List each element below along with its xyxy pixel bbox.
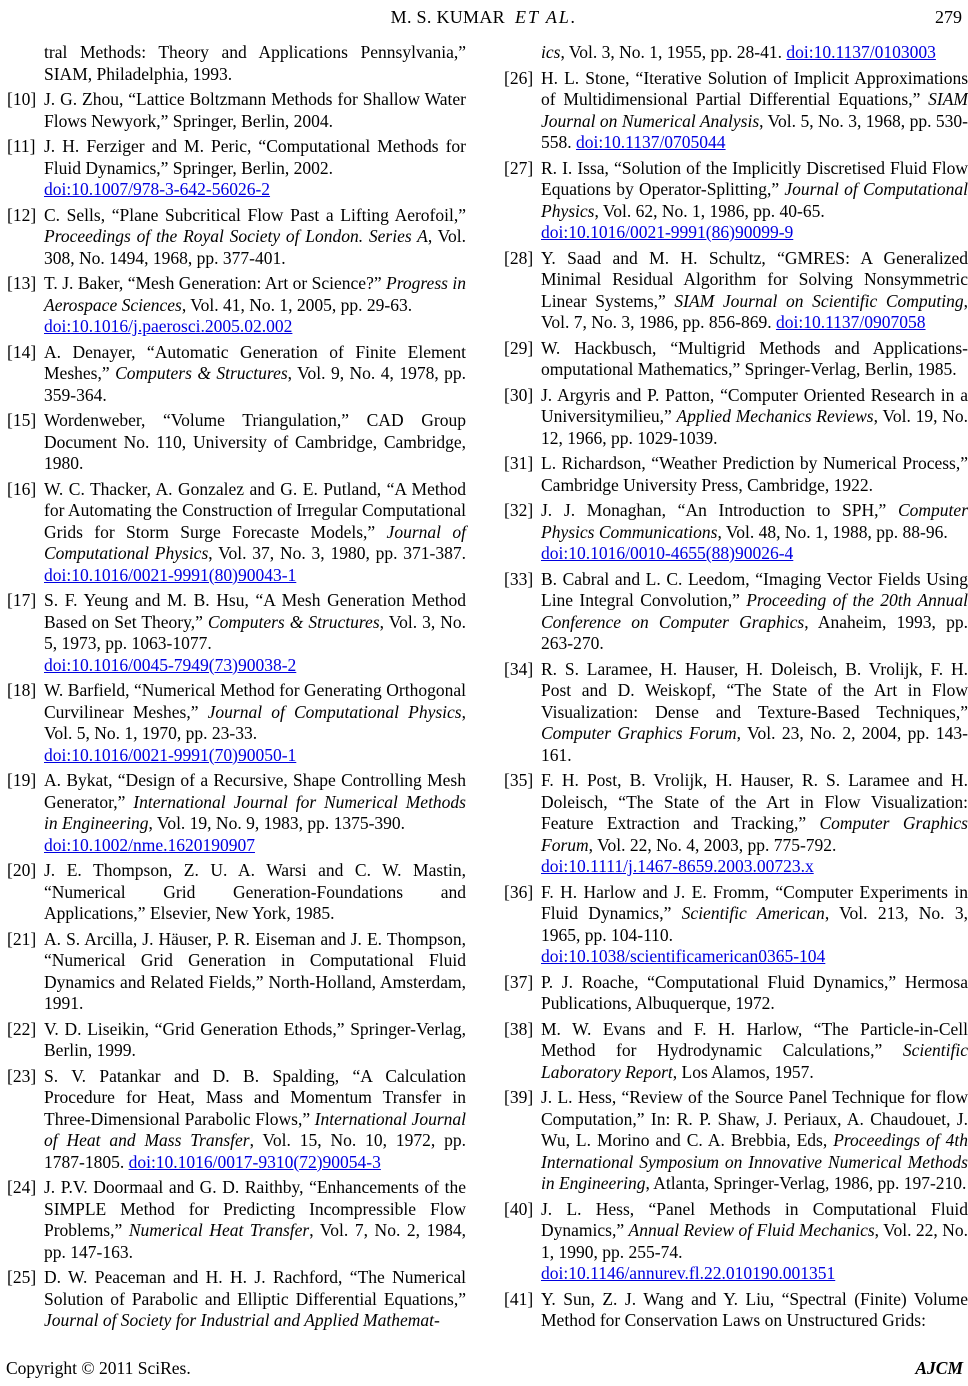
reference-item bbox=[7, 342, 466, 407]
doi-link[interactable]: doi:10.1038/scientificamerican0365-104 bbox=[541, 946, 826, 966]
reference-text: , Vol. 308, No. 1494, 1968, pp. 377-401. bbox=[44, 226, 466, 268]
reference-text: A. S. Arcilla, J. Häuser, P. R. Eiseman and J. E. Thompson, “Numerical Grid Generation in Computational Fluid Dynamics and Related Fields,” North-Holland, Amsterdam, 1991. bbox=[44, 928, 466, 1013]
reference-text: , Vol. 5, No. 1, 1970, pp. 23-33. bbox=[44, 701, 466, 743]
reference-item bbox=[7, 479, 466, 587]
doi-link[interactable]: doi:10.1137/0705044 bbox=[576, 132, 726, 152]
reference-item bbox=[504, 248, 968, 334]
reference-number: [27] bbox=[504, 157, 534, 178]
running-title bbox=[0, 6, 968, 28]
reference-item bbox=[7, 929, 466, 1015]
reference-item bbox=[7, 205, 466, 270]
reference-text: D. W. Peaceman and H. H. J. Rachford, “The Numerical Solution of Parabolic and Elliptic Differential Equations,” bbox=[44, 1267, 466, 1309]
reference-continuation bbox=[7, 42, 466, 85]
reference-number: [39] bbox=[504, 1087, 534, 1107]
reference-text: A. Bykat, “Design of a Recursive, Shape Controlling Mesh Generator,” bbox=[44, 770, 466, 812]
reference-continuation bbox=[504, 42, 968, 64]
reference-item bbox=[504, 972, 968, 1015]
reference-text: , Vol. 15, No. 10, 1972, pp. 1787-1805. bbox=[44, 1130, 467, 1172]
journal-title: Computers & Structures bbox=[115, 363, 288, 383]
reference-text: , Vol. 22, No. 1, 1990, pp. 255-74. bbox=[541, 1220, 968, 1262]
doi-link[interactable]: doi:10.1137/0103003 bbox=[786, 42, 936, 62]
reference-item bbox=[7, 136, 466, 201]
doi-link[interactable]: doi:10.1007/978-3-642-56026-2 bbox=[44, 179, 271, 199]
reference-text: J. L. Hess, “Panel Methods in Computational Fluid Dynamics,” bbox=[541, 1198, 968, 1240]
reference-text: J. H. Ferziger and M. Peric, “Computational Methods for Fluid Dynamics,” Springer, Berlin, 2002. bbox=[44, 136, 466, 178]
doi-link[interactable]: doi:10.1146/annurev.fl.22.010190.001351 bbox=[541, 1263, 836, 1283]
reference-text: W. Hackbusch, “Multigrid Methods and Applications-omputational Mathematics,” Springer-Verlag, Berlin, 1985. bbox=[541, 337, 968, 379]
doi-link[interactable]: doi:10.1016/j.paerosci.2005.02.002 bbox=[44, 316, 293, 336]
journal-title: Proceedings of the Royal Society of London. Series A bbox=[44, 226, 428, 246]
reference-text: , Vol. 23, No. 2, 2004, pp. 143-161. bbox=[541, 723, 968, 765]
reference-number: [36] bbox=[504, 881, 534, 902]
reference-item bbox=[504, 770, 968, 878]
reference-text: J. P.V. Doormaal and G. D. Raithby, “Enhancements of the SIMPLE Method for Predicting Incompressible Flow Problems,” bbox=[44, 1177, 466, 1240]
page-footer bbox=[0, 1358, 968, 1380]
reference-text: B. Cabral and L. C. Leedom, “Imaging Vector Fields Using Line Integral Convolution,” bbox=[541, 568, 968, 610]
reference-text: , Vol. 48, No. 1, 1988, pp. 88-96. bbox=[717, 521, 948, 542]
reference-text: J. J. Monaghan, “An Introduction to SPH,” bbox=[541, 500, 898, 520]
reference-text: W. C. Thacker, A. Gonzalez and G. E. Putland, “A Method for Automating the Construction of Irregular Computational Grids for Storm Surge Forecaste Models,” bbox=[44, 478, 466, 542]
journal-title: Numerical Heat Transfer bbox=[128, 1220, 310, 1240]
reference-number: [28] bbox=[504, 247, 534, 268]
journal-abbreviation: AJCM bbox=[915, 1358, 963, 1378]
reference-item bbox=[7, 770, 466, 856]
reference-text: , Vol. 7, No. 3, 1986, pp. 856-869. bbox=[541, 290, 968, 332]
reference-number: [30] bbox=[504, 384, 534, 405]
reference-number: [32] bbox=[504, 500, 534, 520]
reference-text: A. Denayer, “Automatic Generation of Finite Element Meshes,” bbox=[44, 341, 466, 383]
reference-item bbox=[504, 659, 968, 767]
reference-text: V. D. Liseikin, “Grid Generation Ethods,” Springer-Verlag, Berlin, 1999. bbox=[44, 1018, 466, 1060]
reference-text: , Vol. 19, No. 12, 1966, pp. 1029-1039. bbox=[541, 406, 968, 448]
journal-title: ics bbox=[541, 42, 561, 62]
reference-number: [38] bbox=[504, 1018, 534, 1039]
reference-number: [15] bbox=[7, 410, 37, 430]
reference-number: [11] bbox=[7, 136, 36, 156]
reference-text: , Vol. 3, No. 5, 1973, pp. 1063-1077. bbox=[44, 611, 466, 653]
journal-title: Computer Graphics Forum bbox=[541, 723, 737, 743]
reference-item bbox=[504, 385, 968, 450]
journal-title: Journal of Computational Physics bbox=[44, 521, 466, 563]
reference-item bbox=[7, 590, 466, 676]
reference-text: , Vol. 9, No. 4, 1978, pp. 359-364. bbox=[44, 363, 467, 405]
reference-item bbox=[7, 410, 466, 475]
reference-text: , Vol. 3, No. 1, 1955, pp. 28-41. bbox=[560, 42, 787, 62]
doi-link[interactable]: doi:10.1016/0045-7949(73)90038-2 bbox=[44, 654, 297, 675]
reference-item bbox=[7, 680, 466, 766]
journal-title: Applied Mechanics Reviews bbox=[676, 406, 874, 426]
reference-text: C. Sells, “Plane Subcritical Flow Past a Lifting Aerofoil,” bbox=[44, 204, 466, 225]
doi-link[interactable]: doi:10.1002/nme.1620190907 bbox=[44, 834, 255, 855]
journal-title: Proceeding of the 20th Annual Conference on Computer Graphics bbox=[541, 590, 968, 632]
reference-text: Y. Saad and M. H. Schultz, “GMRES: A Generalized Minimal Residual Algorithm for Solving Nonsymmetric Linear Systems,” bbox=[541, 247, 968, 311]
reference-text: , Vol. 22, No. 4, 2003, pp. 775-792. bbox=[588, 834, 837, 855]
reference-text: , Vol. 41, No. 1, 2005, pp. 29-63. bbox=[181, 294, 413, 315]
journal-title: Annual Review of Fluid Mechanics bbox=[628, 1220, 875, 1240]
reference-item bbox=[504, 68, 968, 154]
reference-text: F. H. Harlow and J. E. Fromm, “Computer Experiments in Fluid Dynamics,” bbox=[541, 881, 968, 923]
reference-item bbox=[7, 1177, 466, 1263]
reference-text: L. Richardson, “Weather Prediction by Numerical Process,” Cambridge University Press, Cambridge, 1922. bbox=[541, 453, 968, 495]
reference-text: W. Barfield, “Numerical Method for Generating Orthogonal Curvilinear Meshes,” bbox=[44, 680, 466, 722]
reference-item bbox=[7, 1019, 466, 1062]
reference-text: J. E. Thompson, Z. U. A. Warsi and C. W. Mastin, “Numerical Grid Generation-Foundations and Applications,” Elsevier, New York, 1985. bbox=[44, 860, 466, 923]
reference-text: R. I. Issa, “Solution of the Implicitly Discretised Fluid Flow Equations by Operator-Splitting,” bbox=[541, 157, 968, 199]
reference-text: R. S. Laramee, H. Hauser, H. Doleisch, B. Vrolijk, F. H. Post and D. Weiskopf, “The State of the Art in Flow Visualization: Dense and Texture-Based Techniques,” bbox=[541, 658, 968, 722]
reference-item bbox=[504, 1019, 968, 1084]
reference-text: , Vol. 62, No. 1, 1986, pp. 40-65. bbox=[594, 200, 825, 221]
references-column-right bbox=[504, 42, 968, 1336]
reference-number: [35] bbox=[504, 770, 534, 790]
reference-number: [12] bbox=[7, 204, 37, 225]
reference-number: [10] bbox=[7, 89, 37, 109]
reference-text: J. Argyris and P. Patton, “Computer Oriented Research in a Universitymilieu,” bbox=[541, 384, 968, 426]
journal-title: International Journal for Numerical Methods in Engineering bbox=[44, 791, 466, 833]
doi-link[interactable]: doi:10.1016/0021-9991(70)90050-1 bbox=[44, 744, 297, 765]
reference-item bbox=[504, 1087, 968, 1195]
journal-title: Computer Graphics Forum bbox=[541, 813, 968, 855]
doi-link[interactable]: doi:10.1137/0907058 bbox=[775, 312, 926, 332]
reference-item bbox=[7, 1066, 466, 1174]
reference-text: J. L. Hess, “Review of the Source Panel Technique for flow Computation,” In: R. P. Shaw, J. Periaux, A. Chaudouet, J. Wu, L. Morino and C. A. Brebbia, Eds, bbox=[541, 1087, 968, 1150]
reference-item bbox=[7, 1267, 466, 1332]
journal-title: Proceedings of 4th International Symposium on Innovative Numerical Methods in Engineering bbox=[541, 1130, 968, 1193]
reference-number: [20] bbox=[7, 860, 37, 880]
reference-text: T. J. Baker, “Mesh Generation: Art or Science?” bbox=[44, 273, 387, 293]
reference-text: , Los Alamos, 1957. bbox=[672, 1061, 814, 1082]
reference-item bbox=[504, 1199, 968, 1285]
journal-title: Journal of Computational Physics bbox=[541, 179, 968, 221]
journal-title: Scientific Laboratory Report bbox=[541, 1040, 968, 1082]
reference-item bbox=[504, 453, 968, 496]
doi-link[interactable]: doi:10.1111/j.1467-8659.2003.00723.x bbox=[541, 856, 814, 876]
reference-text: S. V. Patankar and D. B. Spalding, “A Calculation Procedure for Heat, Mass and Momentum Transfer in Three-Dimensional Parabolic Flows,” bbox=[44, 1065, 466, 1129]
doi-link[interactable]: doi:10.1016/0017-9310(72)90054-3 bbox=[128, 1151, 381, 1172]
reference-number: [29] bbox=[504, 337, 534, 358]
journal-title: Computer Physics Communications bbox=[541, 500, 968, 542]
reference-number: [13] bbox=[7, 273, 37, 293]
reference-text: S. F. Yeung and M. B. Hsu, “A Mesh Generation Method Based on Set Theory,” bbox=[44, 590, 466, 632]
reference-text: , Atlanta, Springer-Verlag, 1986, pp. 197-210. bbox=[645, 1173, 967, 1193]
reference-item bbox=[504, 338, 968, 381]
reference-number: [22] bbox=[7, 1018, 37, 1039]
reference-number: [19] bbox=[7, 770, 37, 790]
page-number: 279 bbox=[935, 7, 962, 27]
reference-text: Y. Sun, Z. J. Wang and Y. Liu, “Spectral (Finite) Volume Method for Conservation Laws on Unstructured Grids: bbox=[541, 1288, 968, 1330]
reference-number: [21] bbox=[7, 928, 37, 949]
page-header bbox=[0, 6, 968, 30]
journal-title: Progress in Aerospace Sciences bbox=[44, 273, 466, 315]
reference-number: [41] bbox=[504, 1288, 534, 1309]
reference-text: H. L. Stone, “Iterative Solution of Implicit Approximations of Multidimensional Partial Differential Equations,” bbox=[541, 67, 968, 109]
reference-number: [24] bbox=[7, 1177, 37, 1197]
reference-text: P. J. Roache, “Computational Fluid Dynamics,” Hermosa Publications, Albuquerque, 1972. bbox=[541, 971, 968, 1013]
reference-text: , Anaheim, 1993, pp. 263-270. bbox=[541, 611, 968, 653]
reference-text: M. W. Evans and F. H. Harlow, “The Particle-in-Cell Method for Hydrodynamic Calculations,” bbox=[541, 1018, 968, 1060]
reference-text: , Vol. 213, No. 3, 1965, pp. 104-110. bbox=[541, 903, 968, 945]
reference-item bbox=[504, 158, 968, 244]
reference-text: , Vol. 37, No. 3, 1980, pp. 371-387. bbox=[208, 543, 466, 563]
reference-number: [18] bbox=[7, 680, 37, 700]
reference-number: [25] bbox=[7, 1267, 37, 1287]
reference-item bbox=[7, 860, 466, 925]
doi-link[interactable]: doi:10.1016/0021-9991(86)90099-9 bbox=[541, 222, 794, 242]
reference-text: , Vol. 19, No. 9, 1983, pp. 1375-390. bbox=[148, 813, 406, 833]
copyright-notice: Copyright © 2011 SciRes. bbox=[6, 1358, 191, 1378]
reference-item bbox=[504, 882, 968, 968]
journal-title: Journal of Society for Industrial and Applied Mathemat- bbox=[44, 1310, 440, 1330]
reference-number: [23] bbox=[7, 1065, 37, 1086]
reference-number: [33] bbox=[504, 568, 534, 589]
reference-number: [40] bbox=[504, 1198, 534, 1219]
journal-title: International Journal of Heat and Mass Transfer bbox=[44, 1108, 466, 1150]
reference-text: , Vol. 7, No. 2, 1984, pp. 147-163. bbox=[44, 1220, 466, 1262]
journal-title: Computers & Structures bbox=[207, 611, 380, 632]
reference-item bbox=[7, 89, 466, 132]
reference-number: [26] bbox=[504, 67, 534, 88]
journal-title: Scientific American bbox=[681, 903, 825, 923]
reference-number: [34] bbox=[504, 658, 534, 679]
running-title-etal: ET AL. bbox=[514, 7, 578, 27]
reference-text: Wordenweber, “Volume Triangulation,” CAD Group Document No. 110, University of Cambridge, Cambridge, 1980. bbox=[44, 410, 466, 473]
reference-text: F. H. Post, B. Vrolijk, H. Hauser, R. S. Laramee and H. Doleisch, “The State of the Art in Flow Visualization: Feature Extraction and Tracking,” bbox=[541, 770, 968, 833]
reference-number: [16] bbox=[7, 478, 37, 499]
doi-link[interactable]: doi:10.1016/0021-9991(80)90043-1 bbox=[44, 564, 297, 585]
reference-text: tral Methods: Theory and Applications Pennsylvania,” SIAM, Philadelphia, 1993. bbox=[44, 42, 466, 84]
doi-link[interactable]: doi:10.1016/0010-4655(88)90026-4 bbox=[541, 543, 794, 563]
reference-item bbox=[504, 1289, 968, 1332]
reference-number: [37] bbox=[504, 971, 534, 992]
reference-text: , Vol. 5, No. 3, 1968, pp. 530-558. bbox=[541, 110, 968, 152]
reference-number: [31] bbox=[504, 453, 534, 473]
journal-title: SIAM Journal on Scientific Computing bbox=[674, 290, 964, 311]
reference-number: [14] bbox=[7, 341, 37, 362]
reference-item bbox=[504, 569, 968, 655]
reference-item bbox=[504, 500, 968, 565]
reference-item bbox=[7, 273, 466, 338]
journal-title: Journal of Computational Physics bbox=[207, 701, 462, 722]
running-title-authors: M. S. KUMAR bbox=[390, 7, 505, 27]
journal-title: SIAM Journal on Numerical Analysis bbox=[541, 89, 968, 131]
reference-number: [17] bbox=[7, 590, 37, 610]
reference-text: J. G. Zhou, “Lattice Boltzmann Methods for Shallow Water Flows Newyork,” Springer, Berlin, 2004. bbox=[44, 89, 466, 131]
references-column-left bbox=[7, 42, 466, 1336]
